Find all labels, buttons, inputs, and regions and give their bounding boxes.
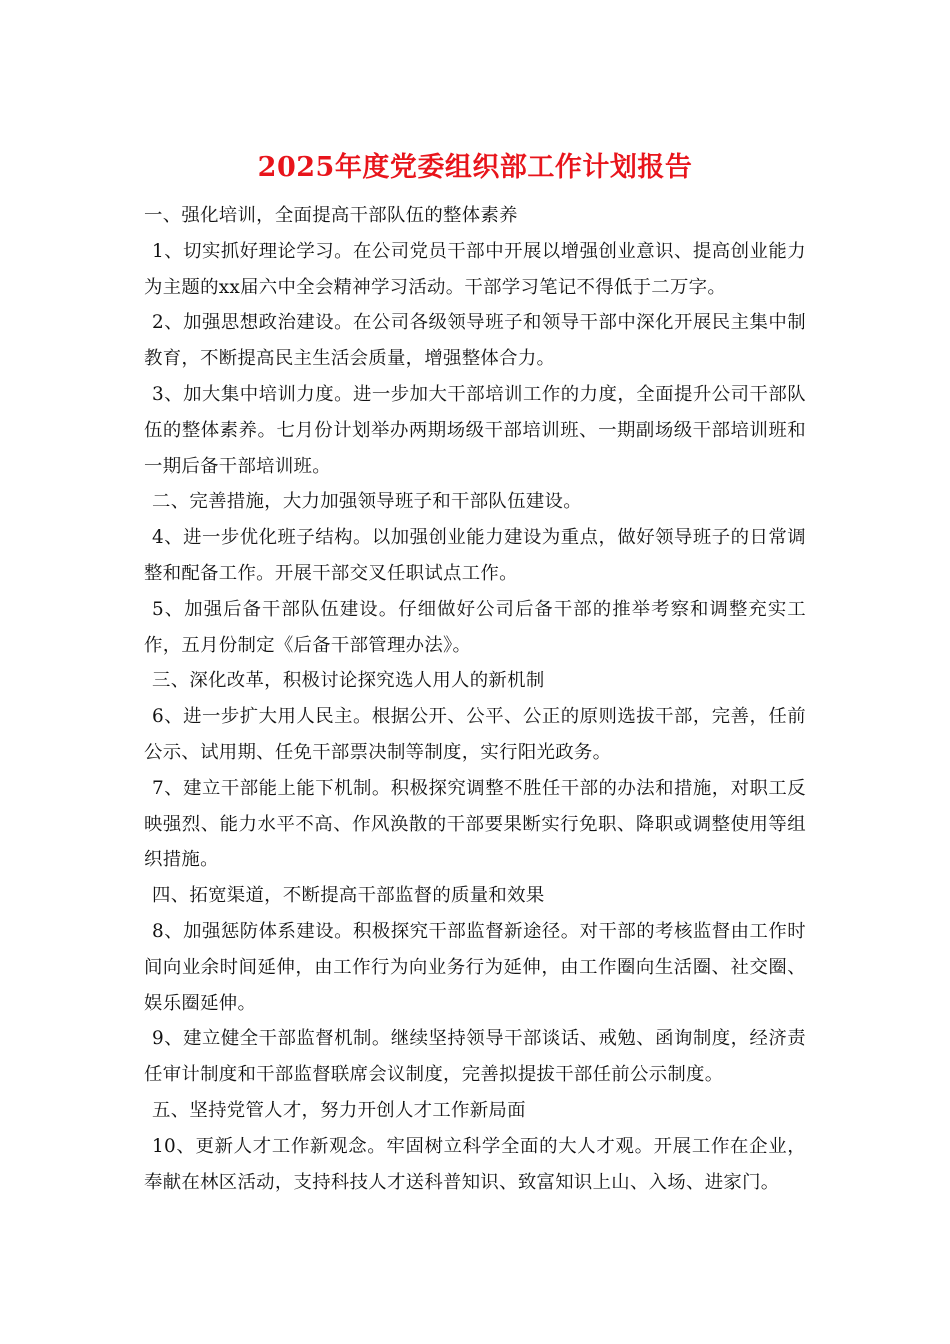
paragraph: 7、建立干部能上能下机制。积极探究调整不胜任干部的办法和措施，对职工反映强烈、能力水平不高、作风涣散的干部要果断实行免职、降职或调整使用等组织措施。 <box>144 777 806 871</box>
paragraph: 5、加强后备干部队伍建设。仔细做好公司后备干部的推举考察和调整充实工作，五月份制定《后备干部管理办法》。 <box>144 598 806 656</box>
section-heading: 四、拓宽渠道，不断提高干部监督的质量和效果 <box>152 885 545 907</box>
paragraph: 9、建立健全干部监督机制。继续坚持领导干部谈话、戒勉、函询制度，经济责任审计制度和干部监督联席会议制度，完善拟提拔干部任前公示制度。 <box>144 1028 806 1086</box>
section-heading: 三、深化改革，积极讨论探究选人用人的新机制 <box>152 670 545 692</box>
paragraph: 3、加大集中培训力度。进一步加大干部培训工作的力度，全面提升公司干部队伍的整体素养。七月份计划举办两期场级干部培训班、一期副场级干部培训班和一期后备干部培训班。 <box>144 383 806 477</box>
paragraph: 2、加强思想政治建设。在公司各级领导班子和领导干部中深化开展民主集中制教育，不断提高民主生活会质量，增强整体合力。 <box>144 312 806 370</box>
section-heading: 五、坚持党管人才，努力开创人才工作新局面 <box>152 1099 526 1121</box>
paragraph: 4、进一步优化班子结构。以加强创业能力建设为重点，做好领导班子的日常调整和配备工作。开展干部交叉任职试点工作。 <box>144 527 806 584</box>
document-body <box>144 198 806 1200</box>
paragraph: 1、切实抓好理论学习。在公司党员干部中开展以增强创业意识、提高创业能力为主题的xx届六中全会精神学习活动。干部学习笔记不得低于二万字。 <box>144 240 806 298</box>
paragraph: 6、进一步扩大用人民主。根据公开、公平、公正的原则选拔干部，完善，任前公示、试用期、任免干部票决制等制度，实行阳光政务。 <box>144 706 806 763</box>
document-title: 2025年度党委组织部工作计划报告 <box>257 152 693 183</box>
section-heading: 二、完善措施，大力加强领导班子和干部队伍建设。 <box>152 491 582 513</box>
paragraph: 10、更新人才工作新观念。牢固树立科学全面的大人才观。开展工作在企业，奉献在林区活动，支持科技人才送科普知识、致富知识上山、入场、进家门。 <box>144 1135 806 1193</box>
section-heading: 一、强化培训，全面提高干部队伍的整体素养 <box>144 205 518 226</box>
paragraph: 8、加强惩防体系建设。积极探究干部监督新途径。对干部的考核监督由工作时间向业余时间延伸，由工作行为向业务行为延伸，由工作圈向生活圈、社交圈、娱乐圈延伸。 <box>144 920 806 1014</box>
